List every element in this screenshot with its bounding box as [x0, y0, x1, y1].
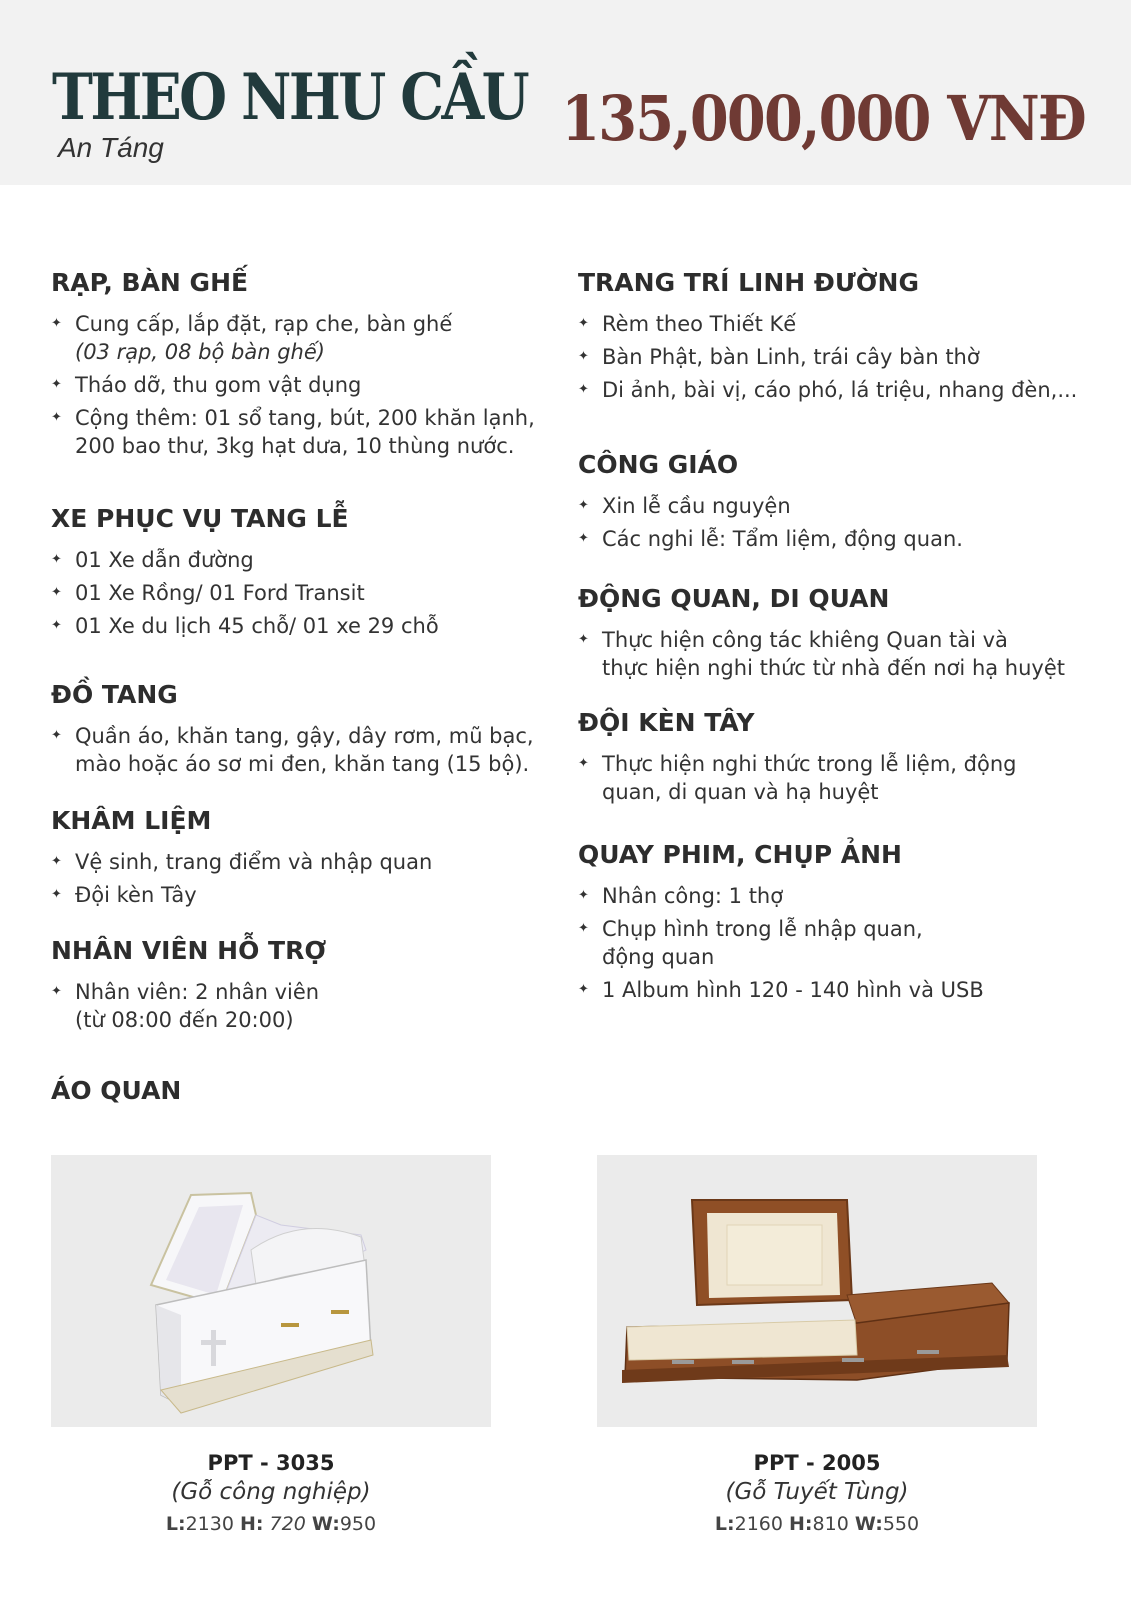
section-title: TRANG TRÍ LINH ĐƯỜNG [578, 268, 920, 297]
section-rap-ban-ghe [51, 268, 535, 465]
section-cong-giao [578, 450, 963, 558]
section-title: ĐỘNG QUAN, DI QUAN [578, 584, 890, 613]
list-item: ✦ Di ảnh, bài vị, cáo phó, lá triệu, nhang đèn,... [578, 378, 1078, 402]
coffin-image-wood [597, 1155, 1037, 1427]
list-item: ✦ 1 Album hình 120 - 140 hình và USB [578, 978, 984, 1002]
coffin-caption [51, 1449, 491, 1539]
diamond-bullet-icon: ✦ [51, 585, 62, 600]
diamond-bullet-icon: ✦ [51, 410, 62, 425]
list-item: ✦ Thực hiện nghi thức trong lễ liệm, động quan, di quan và hạ huyệt [578, 752, 1017, 804]
diamond-bullet-icon: ✦ [578, 888, 589, 903]
list-item: ✦ Cung cấp, lắp đặt, rạp che, bàn ghế (03 rạp, 08 bộ bàn ghế) [51, 312, 453, 364]
list-item: ✦ Tháo dỡ, thu gom vật dụng [51, 373, 362, 397]
section-title: NHÂN VIÊN HỖ TRỢ [51, 936, 327, 965]
diamond-bullet-icon: ✦ [578, 632, 589, 647]
coffin-card-2005[interactable] [597, 1155, 1037, 1539]
section-nhan-vien [51, 936, 326, 1039]
page-subtitle: An Táng [58, 132, 164, 163]
list-item: ✦ Quần áo, khăn tang, gậy, dây rơm, mũ bạc, mào hoặc áo sơ mi đen, khăn tang (15 bộ). [51, 724, 534, 776]
list-item: ✦ 01 Xe dẫn đường [51, 548, 254, 572]
coffin-image-white [51, 1155, 491, 1427]
coffin-card-3035[interactable] [51, 1155, 491, 1539]
coffin-code: PPT - 2005 [753, 1451, 881, 1475]
section-title: ÁO QUAN [51, 1076, 182, 1105]
coffin-dimensions: L:2130 H: 720 W:950 [165, 1513, 377, 1535]
list-item: ✦ Vệ sinh, trang điểm và nhập quan [51, 850, 433, 874]
list-item: ✦ 01 Xe Rồng/ 01 Ford Transit [51, 581, 365, 605]
section-doi-ken [578, 708, 1016, 811]
list-item: ✦ 01 Xe du lịch 45 chỗ/ 01 xe 29 chỗ [51, 614, 439, 638]
section-dong-quan [578, 584, 1065, 687]
list-item: ✦ Nhân viên: 2 nhân viên (từ 08:00 đến 20:00) [51, 980, 320, 1032]
coffin-dimensions: L:2160 H:810 W:550 [714, 1513, 920, 1535]
section-xe-phuc-vu [51, 504, 439, 645]
list-item: ✦ Thực hiện công tác khiêng Quan tài và thực hiện nghi thức từ nhà đến nơi hạ huyệt [578, 628, 1065, 680]
diamond-bullet-icon: ✦ [51, 377, 62, 392]
diamond-bullet-icon: ✦ [51, 854, 62, 869]
list-item: ✦ Rèm theo Thiết Kế [578, 312, 797, 336]
diamond-bullet-icon: ✦ [578, 756, 589, 771]
section-title: RẠP, BÀN GHẾ [51, 268, 249, 297]
diamond-bullet-icon: ✦ [578, 498, 589, 513]
coffin-caption [597, 1449, 1037, 1539]
list-item: ✦ Các nghi lễ: Tẩm liệm, động quan. [578, 527, 963, 551]
section-title: KHÂM LIỆM [51, 806, 212, 835]
list-item: ✦ Bàn Phật, bàn Linh, trái cây bàn thờ [578, 345, 980, 369]
section-kham-liem [51, 806, 432, 914]
list-item: ✦ Chụp hình trong lễ nhập quan, động quan [578, 917, 923, 969]
diamond-bullet-icon: ✦ [51, 316, 62, 331]
diamond-bullet-icon: ✦ [578, 316, 589, 331]
diamond-bullet-icon: ✦ [578, 982, 589, 997]
diamond-bullet-icon: ✦ [578, 921, 589, 936]
diamond-bullet-icon: ✦ [578, 531, 589, 546]
list-item: ✦ Xin lễ cầu nguyện [578, 494, 791, 518]
diamond-bullet-icon: ✦ [51, 728, 62, 743]
diamond-bullet-icon: ✦ [51, 552, 62, 567]
list-item: ✦ Cộng thêm: 01 sổ tang, bút, 200 khăn lạnh, 200 bao thư, 3kg hạt dưa, 10 thùng nước. [51, 406, 535, 458]
coffin-material: (Gỗ công nghiệp) [171, 1479, 371, 1505]
diamond-bullet-icon: ✦ [578, 349, 589, 364]
section-do-tang [51, 680, 534, 783]
section-title: CÔNG GIÁO [578, 450, 739, 479]
page-title: THEO NHU CẦU [52, 60, 528, 135]
package-price: 135,000,000 VNĐ [561, 82, 1085, 155]
section-title: QUAY PHIM, CHỤP ẢNH [578, 840, 902, 869]
list-item: ✦ Đội kèn Tây [51, 883, 197, 907]
section-trang-tri [578, 268, 1077, 409]
header-band [0, 0, 1131, 185]
white-coffin-illustration [51, 1155, 491, 1427]
diamond-bullet-icon: ✦ [578, 382, 589, 397]
section-quay-phim [578, 840, 984, 1009]
section-title: ĐỘI KÈN TÂY [578, 708, 755, 737]
section-title: ĐỒ TANG [51, 680, 178, 709]
diamond-bullet-icon: ✦ [51, 984, 62, 999]
coffin-code: PPT - 3035 [207, 1451, 335, 1475]
section-ao-quan [51, 1076, 181, 1118]
list-item: ✦ Nhân công: 1 thợ [578, 884, 784, 908]
section-title: XE PHỤC VỤ TANG LỄ [51, 504, 349, 533]
diamond-bullet-icon: ✦ [51, 887, 62, 902]
coffin-material: (Gỗ Tuyết Tùng) [725, 1479, 909, 1505]
diamond-bullet-icon: ✦ [51, 618, 62, 633]
wood-coffin-illustration [597, 1155, 1037, 1427]
